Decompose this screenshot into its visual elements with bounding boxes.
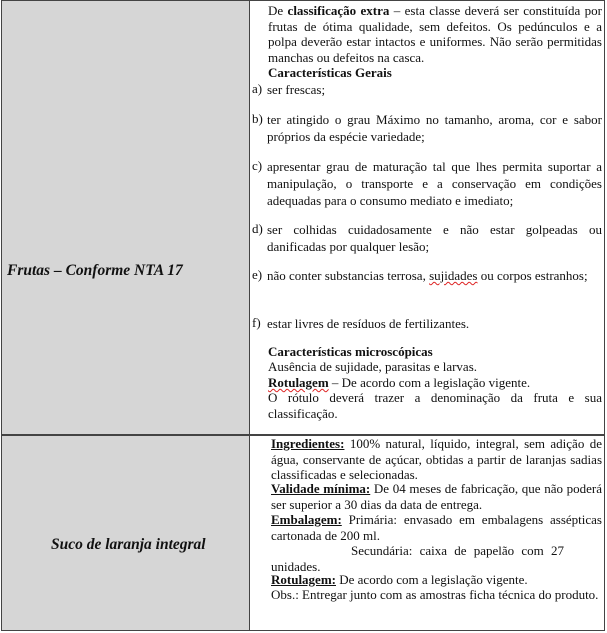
microscopic-heading: Características microscópicas — [268, 344, 433, 359]
microscopic-text: Ausência de sujidade, parasitas e larvas. — [268, 359, 478, 374]
validity-heading: Validade mínima: — [271, 481, 371, 496]
labeling-extra: O rótulo deverá trazer a denominação da fruta e sua classificação. — [268, 390, 602, 421]
labeling-heading: Rotulagem — [268, 375, 329, 390]
validity: Validade mínima: De 04 meses de fabricação, que não poderá ser superior a 30 dias da data de entrega. — [271, 481, 602, 512]
row2-label: Suco de laranja integral — [51, 536, 206, 553]
packaging-heading: Embalagem: — [271, 512, 342, 527]
row2-content-cell — [249, 435, 605, 631]
ingredients-heading: Ingredientes: — [271, 436, 345, 451]
packaging-secondary: Secundária: caixa de papelão com 27 unidades. — [271, 543, 564, 574]
packaging: Embalagem: Primária: envasado em embalagens assépticas cartonada de 200 ml. — [271, 512, 602, 543]
general-characteristics-heading: Características Gerais — [268, 65, 392, 80]
labeling: Rotulagem: De acordo com a legislação vigente. — [271, 572, 528, 587]
row1-intro: De classificação extra – esta classe deverá ser constituída por frutas de ótima qualidade, sem defeitos. Os pedúnculos e a polpa deverão estar intactos e uniformes. Não serão permitidas manchas ou defeitos na casca. — [268, 3, 602, 65]
ingredients: Ingredientes: 100% natural, líquido, integral, sem adição de água, conservante de açúcar, obtidas a partir de laranjas sadias classificadas e selecionadas. — [271, 436, 602, 482]
spellcheck-word: sujidades — [429, 268, 478, 283]
labeling-heading-2: Rotulagem: — [271, 572, 336, 587]
row1-label-cell — [1, 0, 250, 435]
classification-term: classificação extra — [287, 3, 390, 18]
observations: Obs.: Entregar junto com as amostras ficha técnica do produto. — [271, 587, 599, 602]
labeling-line: Rotulagem – De acordo com a legislação vigente. — [268, 375, 531, 390]
row1-content-cell: De classificação extra – esta classe deverá ser constituída por frutas de ótima qualidade, sem defeitos. Os pedúnculos e a polpa deverão estar intactos e uniformes. Não serão permitidas manchas ou defeitos na casca. Características Gerais a) ser frescas; b) ter atingido o grau Máximo no tamanho, aroma, cor e sabor próprios da espécie variedade; c) apresentar grau de maturação tal que lhes permita suportar a manipulação, o transporte e a conservação em condições adequadas para o consumo mediato e imediato; d) ser colhidas cuidadosamente e não estar golpeadas ou danificadas por qualquer lesão; e) não conter substancias terrosa, sujidades ou corpos estranhos; f) estar livres de resíduos de fertilizantes. Características microscópicas Ausência de sujidade, parasitas e larvas. Rotulagem – De acordo com a legislação vigente. O rótulo deverá trazer a denominação da fruta e sua classificação. — [249, 0, 605, 435]
row1-label: Frutas – Conforme NTA 17 — [7, 262, 183, 279]
row2-label-cell — [1, 435, 250, 631]
